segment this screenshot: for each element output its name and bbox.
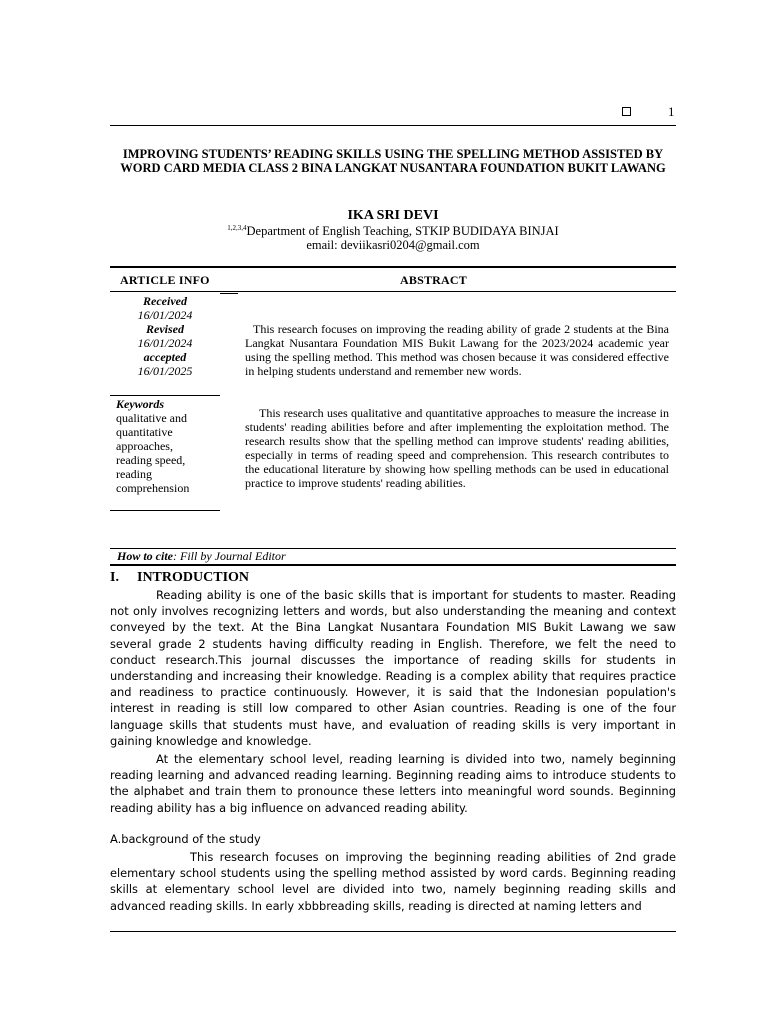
subsection-heading: A.background of the study [110, 832, 261, 846]
header-rule [110, 125, 676, 126]
table-header-rule [110, 291, 676, 292]
footer-rule [110, 931, 676, 932]
keywords-rule [110, 395, 220, 396]
intro-text-1: Reading ability is one of the basic skills that is important for students to master. Reading not only involves recognizing letters and words, but also understanding the meaning and context conveyed by the text. At the Bina Langkat Nusantara Foundation MIS Bukit Lawang we saw several grade 2 students having difficulty reading in English. Therefore, we felt the need to conduct research.This journal discusses the importance of reading skills for students in understanding and increasing their knowledge. Reading is a complex ability that requires practice and readiness to practice continuously. However, it is said that the Indonesian population's interest in reading is still low compared to other Asian countries. Reading is one of the four language skills that students must have, and evaluation of reading skills is very important in gaining knowledge and knowledge. [110, 588, 676, 748]
section-number: I. [110, 570, 119, 585]
how-to-cite-label: How to cite [117, 549, 173, 563]
received-label: Received [143, 294, 187, 308]
keywords-list: qualitative and quantitative approaches, reading speed, reading comprehension [116, 411, 190, 495]
received-date: 16/01/2024 [137, 308, 193, 322]
revised-label: Revised [146, 322, 184, 336]
cite-bottom-rule [110, 564, 676, 566]
info-column-rule [220, 293, 238, 294]
section-title: INTRODUCTION [137, 570, 250, 585]
article-info-dates [110, 294, 220, 378]
page-number: 1 [668, 104, 675, 119]
section-heading [110, 570, 249, 586]
table-top-rule [110, 266, 676, 268]
abstract-paragraph-1 [245, 322, 669, 378]
abstract-paragraph-2 [245, 406, 669, 490]
article-info-heading: ARTICLE INFO [120, 273, 210, 287]
revised-date: 16/01/2024 [137, 336, 193, 350]
abstract-text-1: This research focuses on improving the reading ability of grade 2 students at the Bina Langkat Nusantara Foundation MIS Bukit Lawang for the 2023/2024 academic year using the spelling method. This method was chosen because it was considered effective in helping students understand and remember new words. [245, 322, 669, 378]
affiliation [110, 224, 676, 239]
keywords-block [116, 397, 216, 495]
abstract-heading: ABSTRACT [400, 273, 467, 287]
author-name: IKA SRI DEVI [347, 208, 439, 223]
abstract-text-2: This research uses qualitative and quantitative approaches to measure the increase in students' reading abilities before and after implementing the exploitation method. The research results show that the spelling method can improve students' reading abilities, especially in terms of reading speed and comprehension. This research contributes to the educational literature by showing how spelling methods can be used in educational practice to improve students' reading abilities. [245, 406, 669, 490]
accepted-date: 16/01/2025 [137, 364, 193, 378]
keywords-label: Keywords [116, 397, 164, 411]
keywords-bottom-rule [110, 510, 220, 511]
intro-paragraph-1 [110, 587, 676, 749]
how-to-cite [117, 549, 286, 564]
accepted-label: accepted [143, 350, 187, 364]
how-to-cite-text: : Fill by Journal Editor [173, 549, 286, 563]
intro-text-3: This research focuses on improving the beginning reading abilities of 2nd grade elementary school students using the spelling method assisted by word cards. Beginning reading skills at elementary school level are divided into two, namely beginning reading skills and advanced reading skills. In early xbbbreading skills, reading is directed at naming letters and [110, 850, 676, 913]
box-icon [622, 107, 631, 116]
intro-text-2: At the elementary school level, reading learning is divided into two, namely beginning reading learning and advanced reading learning. Beginning reading aims to introduce students to the alphabet and train them to pronounce these letters into meaningful word sounds. Beginning reading ability has a big influence on advanced reading ability. [110, 752, 676, 815]
intro-paragraph-3 [110, 849, 676, 914]
intro-paragraph-2 [110, 751, 676, 816]
paper-title: IMPROVING STUDENTS’ READING SKILLS USING THE SPELLING METHOD ASSISTED BY WORD CARD MEDIA CLASS 2 BINA LANGKAT NUSANTARA FOUNDATION BUKIT LAWANG [120, 147, 666, 175]
affiliation-text: Department of English Teaching, STKIP BUDIDAYA BINJAI [246, 224, 559, 239]
affiliation-superscript: 1,2,3,4 [227, 224, 247, 232]
author-email: email: deviikasri0204@gmail.com [306, 238, 480, 252]
